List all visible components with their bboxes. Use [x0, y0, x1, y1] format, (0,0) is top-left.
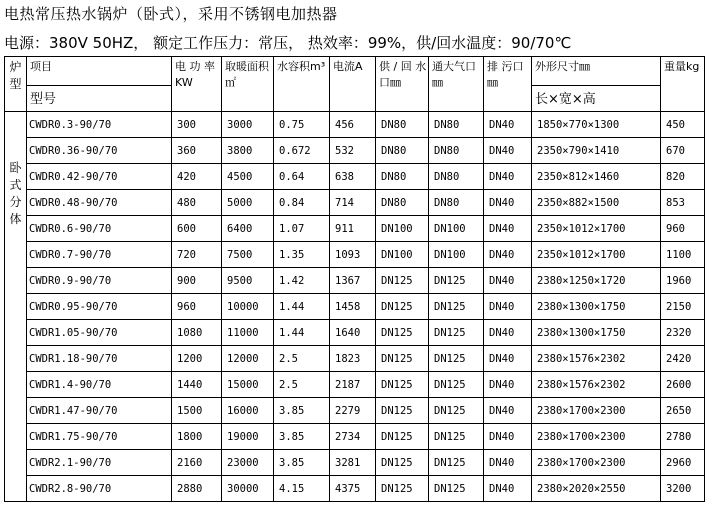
cell-model: CWDR0.3-90/70	[27, 112, 172, 138]
cell-vent: DN125	[429, 372, 484, 398]
cell-current: 1823	[330, 346, 376, 372]
cell-drain: DN40	[484, 346, 532, 372]
header-size: 外形尺寸㎜	[532, 57, 661, 86]
cell-drain: DN40	[484, 372, 532, 398]
cell-volume: 1.35	[274, 242, 330, 268]
cell-area: 6400	[222, 216, 274, 242]
cell-current: 2734	[330, 424, 376, 450]
cell-drain: DN40	[484, 242, 532, 268]
table-row	[5, 138, 705, 164]
cell-vent: DN125	[429, 424, 484, 450]
cell-weight: 2320	[661, 320, 705, 346]
cell-volume: 3.85	[274, 450, 330, 476]
table-row	[5, 216, 705, 242]
cell-supply: DN80	[376, 138, 429, 164]
cell-area: 10000	[222, 294, 274, 320]
cell-area: 9500	[222, 268, 274, 294]
cell-power: 600	[172, 216, 222, 242]
cell-vent: DN125	[429, 398, 484, 424]
cell-area: 11000	[222, 320, 274, 346]
cell-power: 900	[172, 268, 222, 294]
cell-volume: 0.672	[274, 138, 330, 164]
header-current: 电流A	[330, 57, 376, 112]
header-weight: 重量kg	[661, 57, 705, 112]
cell-weight: 2650	[661, 398, 705, 424]
cell-model: CWDR0.9-90/70	[27, 268, 172, 294]
cell-drain: DN40	[484, 190, 532, 216]
table-row	[5, 372, 705, 398]
cell-weight: 2780	[661, 424, 705, 450]
header-row-1	[5, 57, 705, 86]
cell-weight: 450	[661, 112, 705, 138]
cell-drain: DN40	[484, 424, 532, 450]
cell-power: 420	[172, 164, 222, 190]
cell-supply: DN80	[376, 112, 429, 138]
cell-power: 1800	[172, 424, 222, 450]
power-spec-line: 电源：380V 50HZ， 额定工作压力：常压， 热效率：99%，供/回水温度：90/70℃	[4, 34, 572, 52]
cell-vent: DN100	[429, 216, 484, 242]
cell-vent: DN125	[429, 320, 484, 346]
cell-size: 2350×790×1410	[532, 138, 661, 164]
cell-model: CWDR0.95-90/70	[27, 294, 172, 320]
table-row	[5, 268, 705, 294]
cell-weight: 2600	[661, 372, 705, 398]
cell-model: CWDR0.6-90/70	[27, 216, 172, 242]
cell-volume: 2.5	[274, 346, 330, 372]
cell-current: 2187	[330, 372, 376, 398]
cell-power: 480	[172, 190, 222, 216]
cell-vent: DN80	[429, 190, 484, 216]
cell-power: 1080	[172, 320, 222, 346]
cell-supply: DN125	[376, 268, 429, 294]
header-vent: 通大气口㎜	[429, 57, 484, 112]
cell-current: 714	[330, 190, 376, 216]
cell-volume: 3.85	[274, 424, 330, 450]
cell-supply: DN80	[376, 164, 429, 190]
cell-vent: DN100	[429, 242, 484, 268]
cell-power: 1200	[172, 346, 222, 372]
cell-current: 456	[330, 112, 376, 138]
cell-vent: DN125	[429, 476, 484, 502]
cell-model: CWDR1.75-90/70	[27, 424, 172, 450]
cell-weight: 3200	[661, 476, 705, 502]
cell-current: 532	[330, 138, 376, 164]
cell-area: 15000	[222, 372, 274, 398]
cell-power: 720	[172, 242, 222, 268]
cell-volume: 2.5	[274, 372, 330, 398]
table-row	[5, 242, 705, 268]
cell-vent: DN80	[429, 112, 484, 138]
cell-size: 2380×1576×2302	[532, 372, 661, 398]
cell-volume: 3.85	[274, 398, 330, 424]
table-row	[5, 112, 705, 138]
cell-power: 1440	[172, 372, 222, 398]
table-row	[5, 476, 705, 502]
cell-model: CWDR2.8-90/70	[27, 476, 172, 502]
cell-size: 2380×1250×1720	[532, 268, 661, 294]
cell-size: 2380×1700×2300	[532, 450, 661, 476]
cell-power: 2160	[172, 450, 222, 476]
cell-size: 2350×882×1500	[532, 190, 661, 216]
cell-drain: DN40	[484, 294, 532, 320]
cell-weight: 670	[661, 138, 705, 164]
cell-current: 1093	[330, 242, 376, 268]
cell-model: CWDR1.18-90/70	[27, 346, 172, 372]
cell-vent: DN125	[429, 294, 484, 320]
cell-size: 1850×770×1300	[532, 112, 661, 138]
cell-supply: DN125	[376, 398, 429, 424]
cell-size: 2350×1012×1700	[532, 216, 661, 242]
cell-vent: DN125	[429, 346, 484, 372]
cell-current: 3281	[330, 450, 376, 476]
cell-current: 911	[330, 216, 376, 242]
cell-vent: DN125	[429, 450, 484, 476]
header-power: 电 功 率KW	[172, 57, 222, 112]
cell-vent: DN80	[429, 138, 484, 164]
cell-power: 1500	[172, 398, 222, 424]
header-model: 型号	[27, 86, 172, 112]
boiler-type-cell: 卧式分体	[5, 112, 27, 502]
table-row	[5, 424, 705, 450]
cell-power: 360	[172, 138, 222, 164]
cell-weight: 820	[661, 164, 705, 190]
cell-model: CWDR1.47-90/70	[27, 398, 172, 424]
cell-area: 5000	[222, 190, 274, 216]
cell-area: 12000	[222, 346, 274, 372]
header-drain: 排 污口㎜	[484, 57, 532, 112]
cell-weight: 2420	[661, 346, 705, 372]
cell-weight: 2960	[661, 450, 705, 476]
cell-model: CWDR2.1-90/70	[27, 450, 172, 476]
cell-drain: DN40	[484, 164, 532, 190]
document-title: 电热常压热水锅炉（卧式），采用不锈钢电加热器	[4, 5, 338, 23]
cell-current: 638	[330, 164, 376, 190]
header-item: 项目	[27, 57, 172, 86]
table-body	[5, 112, 705, 502]
cell-supply: DN100	[376, 216, 429, 242]
boiler-spec-table	[4, 56, 705, 502]
cell-supply: DN125	[376, 294, 429, 320]
cell-volume: 4.15	[274, 476, 330, 502]
cell-model: CWDR0.42-90/70	[27, 164, 172, 190]
header-supply: 供 / 回 水口㎜	[376, 57, 429, 112]
cell-size: 2380×2020×2550	[532, 476, 661, 502]
cell-area: 30000	[222, 476, 274, 502]
cell-drain: DN40	[484, 398, 532, 424]
cell-supply: DN80	[376, 190, 429, 216]
cell-weight: 853	[661, 190, 705, 216]
cell-current: 1458	[330, 294, 376, 320]
cell-weight: 960	[661, 216, 705, 242]
cell-model: CWDR1.4-90/70	[27, 372, 172, 398]
cell-drain: DN40	[484, 216, 532, 242]
cell-supply: DN125	[376, 424, 429, 450]
cell-supply: DN125	[376, 476, 429, 502]
cell-supply: DN125	[376, 320, 429, 346]
cell-model: CWDR0.7-90/70	[27, 242, 172, 268]
cell-size: 2350×812×1460	[532, 164, 661, 190]
cell-drain: DN40	[484, 320, 532, 346]
cell-size: 2380×1300×1750	[532, 294, 661, 320]
cell-volume: 0.84	[274, 190, 330, 216]
cell-model: CWDR0.48-90/70	[27, 190, 172, 216]
cell-drain: DN40	[484, 138, 532, 164]
cell-weight: 2150	[661, 294, 705, 320]
table-row	[5, 450, 705, 476]
cell-weight: 1960	[661, 268, 705, 294]
table-row	[5, 398, 705, 424]
table-row	[5, 294, 705, 320]
cell-area: 23000	[222, 450, 274, 476]
header-volume: 水容积m³	[274, 57, 330, 112]
cell-vent: DN80	[429, 164, 484, 190]
cell-current: 2279	[330, 398, 376, 424]
cell-current: 1367	[330, 268, 376, 294]
cell-area: 7500	[222, 242, 274, 268]
cell-supply: DN125	[376, 372, 429, 398]
cell-size: 2380×1576×2302	[532, 346, 661, 372]
cell-volume: 1.07	[274, 216, 330, 242]
cell-vent: DN125	[429, 268, 484, 294]
table-row	[5, 346, 705, 372]
cell-size: 2380×1300×1750	[532, 320, 661, 346]
cell-area: 19000	[222, 424, 274, 450]
header-type: 炉型	[5, 57, 27, 112]
cell-supply: DN125	[376, 450, 429, 476]
header-size-sub: 长×宽×高	[532, 86, 661, 112]
cell-volume: 0.64	[274, 164, 330, 190]
cell-size: 2380×1700×2300	[532, 398, 661, 424]
cell-volume: 1.44	[274, 320, 330, 346]
cell-volume: 1.42	[274, 268, 330, 294]
table-row	[5, 164, 705, 190]
cell-drain: DN40	[484, 476, 532, 502]
cell-power: 960	[172, 294, 222, 320]
cell-drain: DN40	[484, 450, 532, 476]
table-row	[5, 320, 705, 346]
cell-size: 2380×1700×2300	[532, 424, 661, 450]
table-row	[5, 190, 705, 216]
cell-model: CWDR0.36-90/70	[27, 138, 172, 164]
header-area: 取暖面积㎡	[222, 57, 274, 112]
cell-current: 4375	[330, 476, 376, 502]
cell-current: 1640	[330, 320, 376, 346]
cell-supply: DN125	[376, 346, 429, 372]
cell-size: 2350×1012×1700	[532, 242, 661, 268]
cell-area: 3000	[222, 112, 274, 138]
cell-volume: 1.44	[274, 294, 330, 320]
cell-area: 4500	[222, 164, 274, 190]
cell-power: 300	[172, 112, 222, 138]
cell-weight: 1100	[661, 242, 705, 268]
cell-model: CWDR1.05-90/70	[27, 320, 172, 346]
cell-drain: DN40	[484, 268, 532, 294]
cell-area: 3800	[222, 138, 274, 164]
cell-power: 2880	[172, 476, 222, 502]
cell-volume: 0.75	[274, 112, 330, 138]
cell-area: 16000	[222, 398, 274, 424]
cell-supply: DN100	[376, 242, 429, 268]
cell-drain: DN40	[484, 112, 532, 138]
